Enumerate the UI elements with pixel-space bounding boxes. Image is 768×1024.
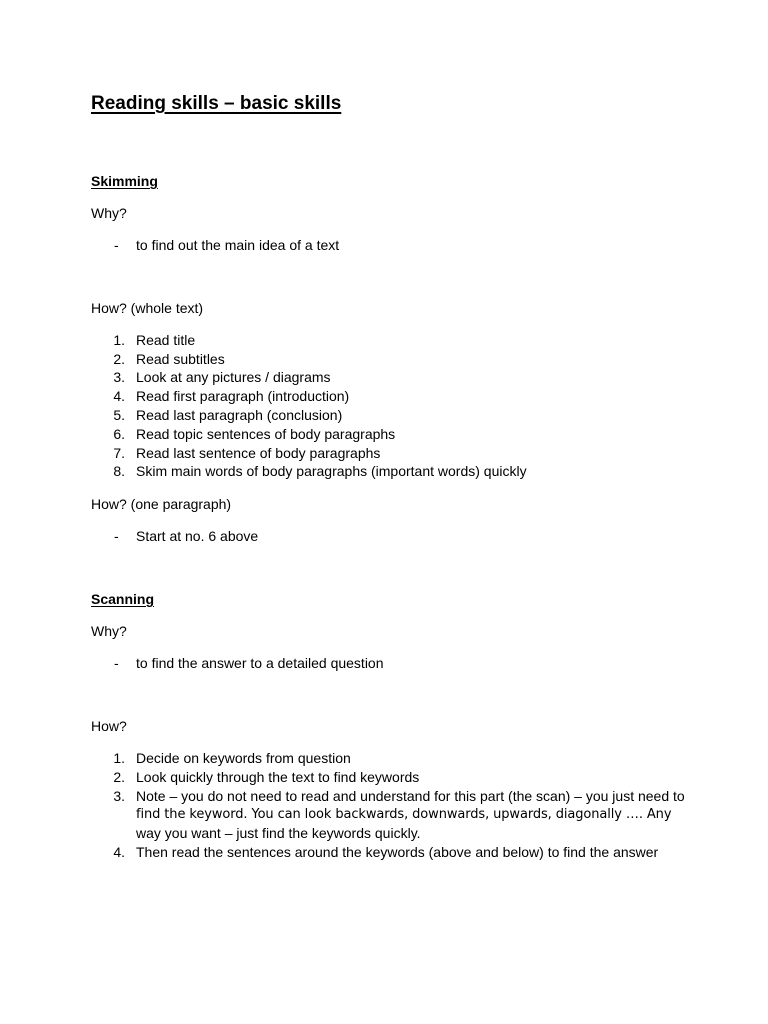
step-number: 4. bbox=[113, 844, 125, 860]
step-number: 6. bbox=[113, 426, 125, 442]
scanning-step-3-continuation: find the keyword. You can look backwards, downwards, upwards, diagonally …. Any bbox=[136, 807, 672, 822]
step-text: Read subtitles bbox=[136, 351, 225, 367]
page-title: Reading skills – basic skills bbox=[91, 93, 342, 114]
step-text: Skim main words of body paragraphs (important words) quickly bbox=[136, 463, 527, 479]
step-text: Read first paragraph (introduction) bbox=[136, 388, 350, 404]
skimming-heading: Skimming bbox=[91, 173, 158, 189]
scanning-heading: Scanning bbox=[91, 591, 155, 607]
step-number: 8. bbox=[113, 463, 125, 479]
step-number: 4. bbox=[113, 388, 125, 404]
bullet-text: to find out the main idea of a text bbox=[136, 237, 340, 253]
step-text: Read title bbox=[136, 332, 196, 348]
bullet-text: Start at no. 6 above bbox=[136, 528, 259, 544]
scanning-how-label: How? bbox=[91, 718, 127, 734]
step-number: 3. bbox=[113, 788, 125, 804]
scanning-why-label: Why? bbox=[91, 623, 127, 639]
step-text: Decide on keywords from question bbox=[136, 750, 351, 766]
step-text: Read last paragraph (conclusion) bbox=[136, 407, 343, 423]
step-text: Look quickly through the text to find keywords bbox=[136, 769, 420, 785]
step-number: 5. bbox=[113, 407, 125, 423]
step-text: Note – you do not need to read and understand for this part (the scan) – you just need to bbox=[136, 788, 685, 804]
step-text: Read topic sentences of body paragraphs bbox=[136, 426, 396, 442]
step-number: 1. bbox=[113, 332, 125, 348]
step-number: 7. bbox=[113, 445, 125, 461]
bullet-dash: - bbox=[114, 237, 119, 253]
step-text: Look at any pictures / diagrams bbox=[136, 369, 331, 385]
bullet-dash: - bbox=[114, 528, 119, 544]
step-number: 2. bbox=[113, 351, 125, 367]
step-number: 3. bbox=[113, 369, 125, 385]
skimming-why-label: Why? bbox=[91, 205, 127, 221]
skimming-how-paragraph-label: How? (one paragraph) bbox=[91, 496, 232, 512]
step-number: 2. bbox=[113, 769, 125, 785]
skimming-how-whole-label: How? (whole text) bbox=[91, 300, 204, 316]
step-number: 1. bbox=[113, 750, 125, 766]
bullet-text: to find the answer to a detailed question bbox=[136, 655, 384, 671]
scanning-step-3-continuation: way you want – just find the keywords quickly. bbox=[136, 825, 421, 841]
bullet-dash: - bbox=[114, 655, 119, 671]
step-text: Then read the sentences around the keywords (above and below) to find the answer bbox=[136, 844, 659, 860]
step-text: Read last sentence of body paragraphs bbox=[136, 445, 381, 461]
